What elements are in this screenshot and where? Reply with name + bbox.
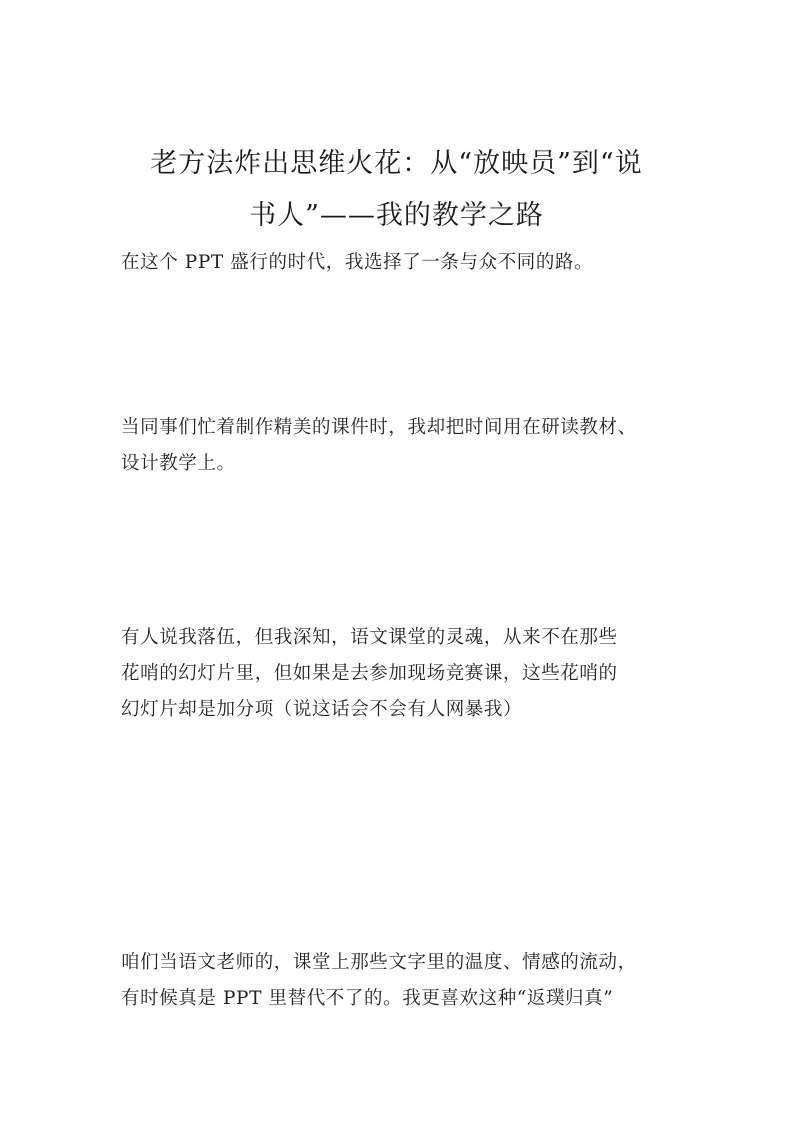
- paragraph-line: 当同事们忙着制作精美的课件时，我却把时间用在研读教材、: [121, 417, 637, 438]
- paragraph-4: [121, 945, 701, 1017]
- paragraph-2: [121, 410, 701, 482]
- document-title: [100, 138, 693, 242]
- paragraph-line: 设计教学上。: [121, 453, 236, 474]
- paragraph-line: 花哨的幻灯片里，但如果是去参加现场竞赛课，这些花哨的: [121, 663, 618, 684]
- paragraph-3: [121, 620, 701, 728]
- paragraph-line: 有人说我落伍，但我深知，语文课堂的灵魂，从来不在那些: [121, 627, 618, 648]
- paragraph-line: 幻灯片却是加分项（说这话会不会有人网暴我）: [121, 699, 523, 720]
- paragraph-line: 咱们当语文老师的，课堂上那些文字里的温度、情感的流动，: [121, 952, 637, 973]
- paragraph-line: 有时候真是 PPT 里替代不了的。我更喜欢这种“返璞归真”: [121, 988, 614, 1009]
- paragraph-1: [121, 245, 701, 281]
- title-line-2: 书人”——我的教学之路: [249, 200, 544, 232]
- paragraph-line: 在这个 PPT 盛行的时代，我选择了一条与众不同的路。: [121, 252, 594, 273]
- title-line-1: 老方法炸出思维火花：从“放映员”到“说: [150, 148, 643, 180]
